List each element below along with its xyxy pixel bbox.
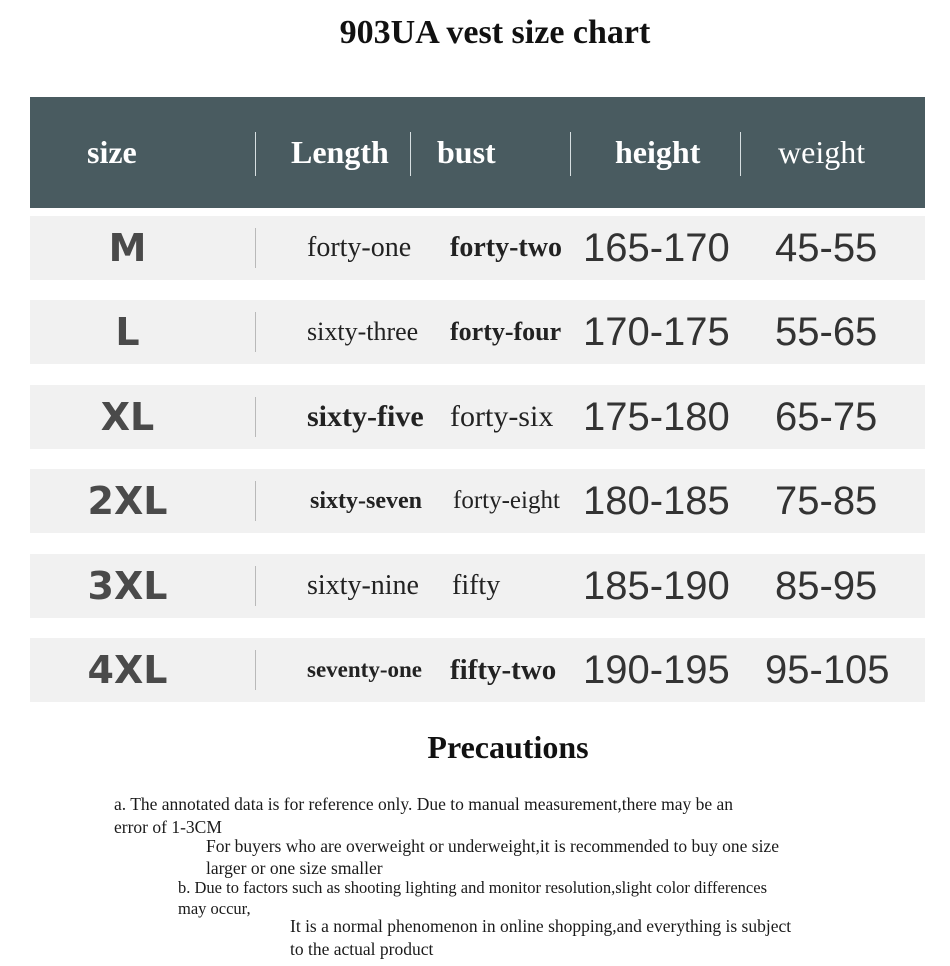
height-cell: 175-180 [583, 395, 730, 439]
precaution-line: error of 1-3CM [114, 817, 222, 837]
bust-cell: fifty-two [450, 654, 557, 686]
length-cell: sixty-three [307, 317, 419, 346]
precaution-line: to the actual product [290, 939, 434, 959]
row-divider [255, 650, 256, 690]
precautions-title: Precautions [427, 729, 589, 765]
precaution-line: For buyers who are overweight or underweight,it is recommended to buy one size [206, 836, 779, 856]
size-cell: 2XL [87, 479, 168, 523]
header-length: Length [291, 134, 389, 170]
size-cell: L [115, 310, 140, 354]
weight-cell: 85-95 [775, 564, 878, 608]
header-divider [255, 132, 256, 176]
height-cell: 180-185 [583, 479, 730, 523]
weight-cell: 65-75 [775, 395, 878, 439]
table-row [30, 554, 925, 618]
precaution-line: b. Due to factors such as shooting lighting and monitor resolution,slight color differences [178, 878, 768, 897]
header-size: size [87, 134, 137, 170]
bust-cell: forty-four [450, 317, 562, 346]
precaution-line: It is a normal phenomenon in online shopping,and everything is subject [290, 916, 792, 936]
row-divider [255, 481, 256, 521]
weight-cell: 45-55 [775, 226, 878, 270]
row-divider [255, 397, 256, 437]
height-cell: 185-190 [583, 564, 730, 608]
header-divider [410, 132, 411, 176]
header-divider [570, 132, 571, 176]
precaution-line: a. The annotated data is for reference only. Due to manual measurement,there may be an [114, 794, 734, 814]
size-cell: XL [100, 395, 155, 439]
table-row [30, 216, 925, 280]
bust-cell: forty-six [450, 400, 554, 433]
row-divider [255, 228, 256, 268]
bust-cell: forty-eight [453, 487, 560, 514]
size-cell: M [108, 226, 147, 270]
length-cell: sixty-seven [310, 488, 422, 514]
height-cell: 165-170 [583, 226, 730, 270]
length-cell: sixty-five [307, 400, 424, 433]
row-divider [255, 566, 256, 606]
precaution-line: may occur, [178, 899, 251, 918]
table-row [30, 469, 925, 533]
table-header [30, 97, 925, 208]
precaution-line: larger or one size smaller [206, 858, 383, 878]
length-cell: seventy-one [307, 657, 422, 682]
table-row [30, 638, 925, 702]
size-cell: 4XL [87, 648, 168, 692]
height-cell: 170-175 [583, 310, 730, 354]
bust-cell: forty-two [450, 232, 562, 263]
header-divider [740, 132, 741, 176]
height-cell: 190-195 [583, 648, 730, 692]
length-cell: sixty-nine [307, 570, 419, 601]
bust-cell: fifty [452, 570, 501, 601]
header-height: height [615, 134, 701, 170]
weight-cell: 95-105 [765, 648, 890, 692]
weight-cell: 55-65 [775, 310, 878, 354]
header-bust: bust [437, 134, 496, 170]
length-cell: forty-one [307, 232, 412, 263]
table-row [30, 385, 925, 449]
row-divider [255, 312, 256, 352]
weight-cell: 75-85 [775, 479, 878, 523]
size-cell: 3XL [87, 564, 168, 608]
page-title: 903UA vest size chart [339, 14, 651, 51]
header-weight: weight [778, 134, 866, 170]
table-row [30, 300, 925, 364]
